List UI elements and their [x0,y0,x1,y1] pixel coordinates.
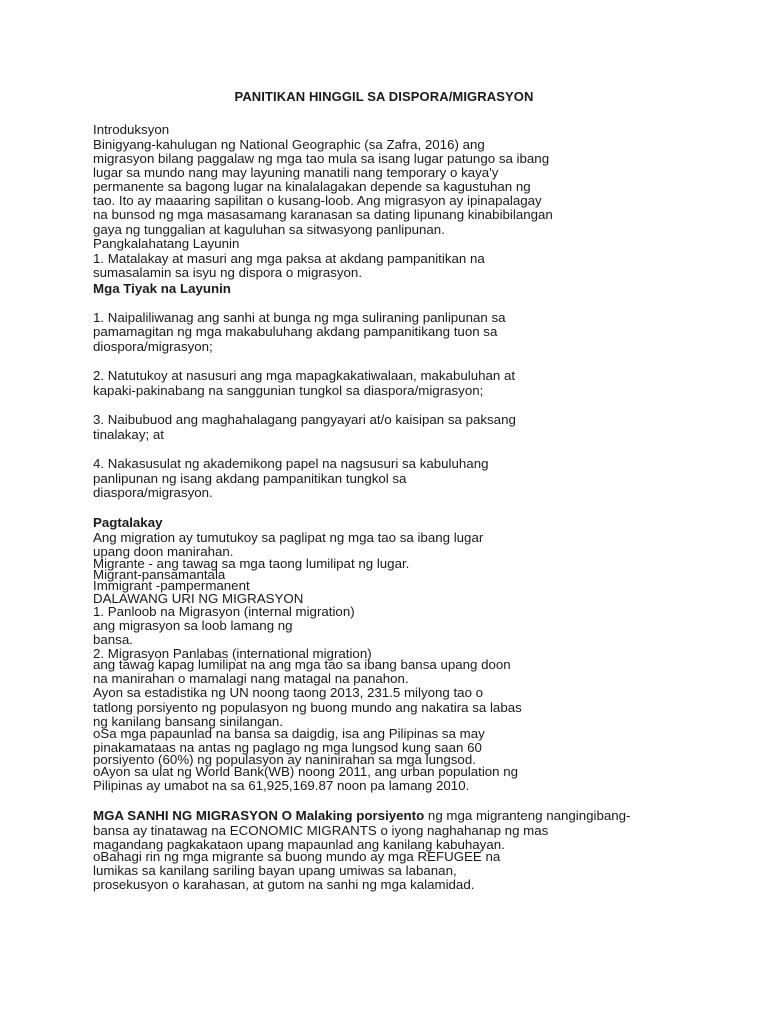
document-title: PANITIKAN HINGGIL SA DISPORA/MIGRASYON [234,89,534,104]
tiyak-item-line: 3. Naibubuod ang maghahalagang pangyayari at/o kaisipan sa paksang [93,412,516,427]
tiyak-item-line: diaspora/migrasyon. [93,485,213,500]
intro-line: tao. Ito ay maaaring sapilitan o kusang-loob. Ang migrasyon ay ipinapalagay [93,193,542,208]
pagtalakay-line: porsiyento (60%) ng populasyon ay naninirahan sa mga lungsod. [93,752,476,767]
pagtalakay-line: Pilipinas ay umabot na sa 61,925,169.87 noon pa lamang 2010. [93,778,470,793]
pagtalakay-line: na manirahan o mamalagi nang matagal na panahon. [93,671,409,686]
intro-line: na bunsod ng mga masasamang karanasan sa dating lipunang kinabibilangan [93,207,553,222]
sanhi-bold-text: MGA SANHI NG MIGRASYON O Malaking porsiyento [93,808,425,823]
intro-line: migrasyon bilang paggalaw ng mga tao mula sa isang lugar patungo sa ibang [93,151,550,166]
pagtalakay-line: Immigrant -pampermanent [93,578,250,593]
pagtalakay-line: ng kanilang bansang sinilangan. [93,714,284,729]
pagtalakay-line: oAyon sa ulat ng World Bank(WB) noong 2011, ang urban population ng [93,764,519,779]
tiyak-item-line: pamamagitan ng mga makabuluhang akdang pampanitikang tuon sa [93,324,498,339]
pagtalakay-line: DALAWANG URI NG MIGRASYON [93,591,304,606]
introduksyon-heading: Introduksyon [93,122,170,137]
pagtalakay-line: ang tawag kapag lumilipat na ang mga tao sa ibang bansa upang doon [93,657,511,672]
pagtalakay-line: tatlong porsiyento ng populasyon ng buong mundo ang nakatira sa labas [93,700,522,715]
pagtalakay-line: upang doon manirahan. [93,544,234,559]
pagtalakay-line: pinakamataas na antas ng paglago ng mga lungsod kung saan 60 [93,740,482,755]
sanhi-line: bansa ay tinatawag na ECONOMIC MIGRANTS o iyong naghahanap ng mas [93,823,549,838]
sanhi-line: prosekusyon o karahasan, at gutom na sanhi ng mga kalamidad. [93,877,475,892]
pagtalakay-line: Ang migration ay tumutukoy sa paglipat ng mga tao sa ibang lugar [93,530,484,545]
tiyak-item-line: 1. Naipaliliwanag ang sanhi at bunga ng mga suliraning panlipunan sa [93,310,506,325]
pagtalakay-heading: Pagtalakay [93,515,163,530]
sanhi-line: magandang pagkakataon upang mapaunlad ang kanilang kabuhayan. [93,837,505,852]
tiyak-item-line: 2. Natutukoy at nasusuri ang mga mapagkakatiwalaan, makabuluhan at [93,368,516,383]
tiyak-heading: Mga Tiyak na Layunin [93,281,231,296]
pangkalahatang-line: sumasalamin sa isyu ng dispora o migrasyon. [93,265,363,280]
pagtalakay-line: bansa. [93,632,133,647]
intro-line: Binigyang-kahulugan ng National Geographic (sa Zafra, 2016) ang [93,137,485,152]
sanhi-first-line [93,808,630,823]
pagtalakay-line: 2. Migrasyon Panlabas (international migration) [93,646,372,661]
intro-line: gaya ng tunggalian at kaguluhan sa sitwasyong panlipunan. [93,222,445,237]
tiyak-item-line: diospora/migrasyon; [93,339,213,354]
sanhi-line: oBahagi rin ng mga migrante sa buong mundo ay mga REFUGEE na [93,849,501,864]
pagtalakay-line: ang migrasyon sa loob lamang ng [93,618,293,633]
pagtalakay-line: oSa mga papaunlad na bansa sa daigdig, isa ang Pilipinas sa may [93,726,485,741]
tiyak-item-line: panlipunan ng isang akdang pampanitikan tungkol sa [93,471,407,486]
tiyak-item-line: tinalakay; at [93,427,164,442]
pagtalakay-line: Migrante - ang tawag sa mga taong lumilipat ng lugar. [93,556,410,571]
pangkalahatang-line: 1. Matalakay at masuri ang mga paksa at akdang pampanitikan na [93,251,485,266]
intro-line: permanente sa bagong lugar na kinalalagakan depende sa kagustuhan ng [93,179,531,194]
tiyak-item-line: 4. Nakasusulat ng akademikong papel na nagsusuri sa kabuluhang [93,456,489,471]
sanhi-line: lumikas sa kanilang sariling bayan upang umiwas sa labanan, [93,863,457,878]
pangkalahatang-heading: Pangkalahatang Layunin [93,236,240,251]
intro-line: lugar sa mundo nang may layuning manatili nang temporary o kaya'y [93,165,499,180]
pagtalakay-line: Migrant-pansamantala [93,567,226,582]
pagtalakay-line: 1. Panloob na Migrasyon (internal migration) [93,604,355,619]
pagtalakay-line: Ayon sa estadistika ng UN noong taong 2013, 231.5 milyong tao o [93,685,484,700]
sanhi-rest-text: ng mga migranteng nangingibang- [424,808,631,823]
tiyak-item-line: kapaki-pakinabang na sanggunian tungkol sa diaspora/migrasyon; [93,383,484,398]
